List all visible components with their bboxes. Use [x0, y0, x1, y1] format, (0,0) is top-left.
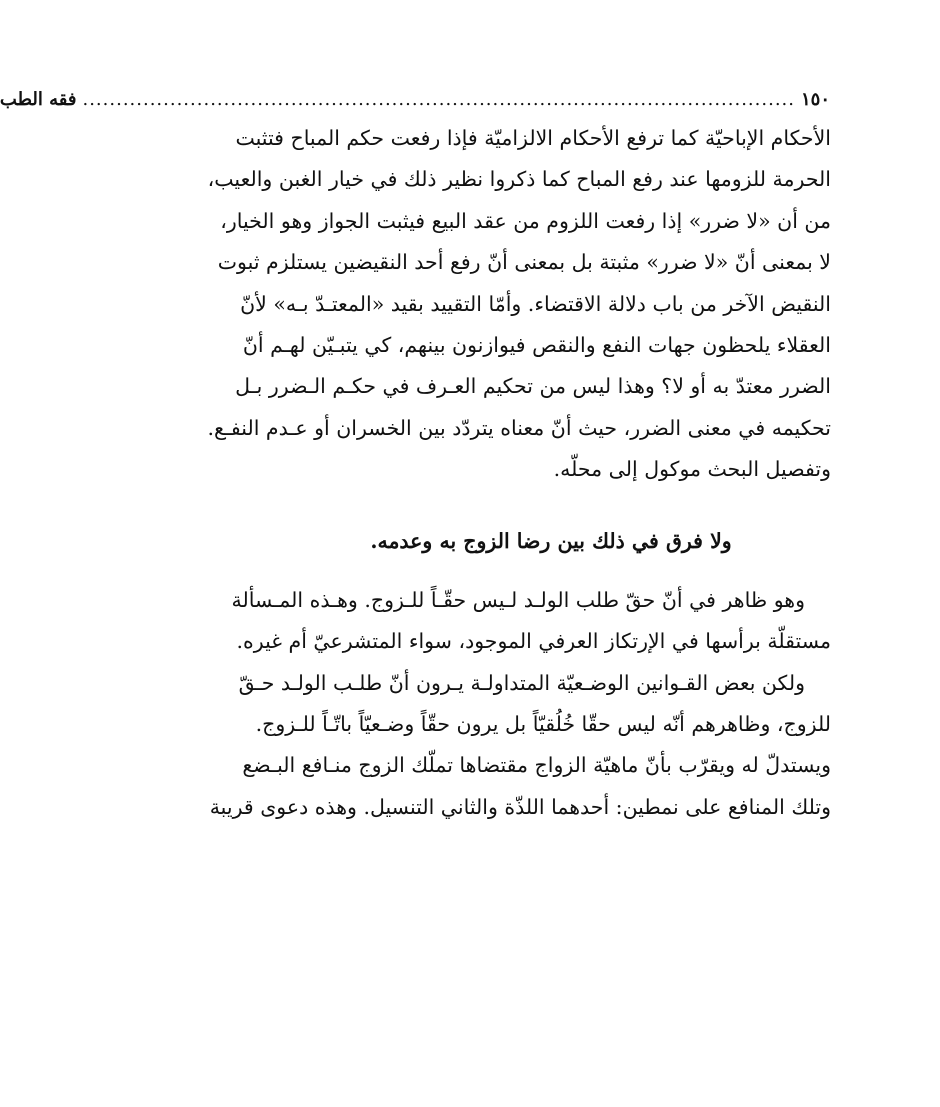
page-body: [207, 118, 831, 828]
spacer: [271, 491, 831, 521]
page-header: [0, 82, 830, 110]
spacer: [271, 562, 831, 580]
text-line: الحرمة للزومها عند رفع المباح كما ذكروا نظير ذلك في خيار الغبن والعيب،: [207, 167, 831, 192]
text-line: العقلاء يلحظون جهات النفع والنقص فيوازنون بينهم، كي يتبـيّن لهـم أنّ: [242, 332, 831, 357]
text-line: ولكن بعض القـوانين الوضـعيّة المتداولـة يـرون أنّ طلـب الولـد حـقّ: [238, 670, 805, 695]
text-line: تحكيمه في معنى الضرر، حيث أنّ معناه يتردّد بين الخسران أو عـدم النفـع.: [207, 415, 831, 440]
text-line: النقيض الآخر من باب دلالة الاقتضاء. وأمّا التقييد بقيد «المعتـدّ بـه» لأنّ: [240, 291, 831, 316]
paragraph-3: [209, 663, 831, 829]
text-line: الضرر معتدّ به أو لا؟ وهذا ليس من تحكيم العـرف في حكـم الـضرر بـل: [235, 374, 831, 399]
text-line: لا بمعنى أنّ «لا ضرر» مثبتة بل بمعنى أنّ رفع أحد النقيضين يستلزم ثبوت: [217, 250, 831, 275]
paragraph-2: [231, 580, 831, 663]
text-line: مستقلّة برأسها في الإرتكاز العرفي الموجود، سواء المتشرعيّ أم غيره.: [236, 629, 831, 654]
page-number: ١٥٠: [800, 89, 830, 110]
header-dot-leader: ..........................................................................................................: [82, 89, 795, 110]
text-line: وتفصيل البحث موكول إلى محلّه.: [553, 457, 831, 482]
text-line: وهو ظاهر في أنّ حقّ طلب الولـد لـيس حقّـاً للـزوج. وهـذه المـسألة: [231, 587, 805, 612]
text-line: الأحكام الإباحيّة كما ترفع الأحكام الالزاميّة فإذا رفعت حكم المباح فتثبت: [235, 126, 831, 150]
text-line: للزوج، وظاهرهم أنّه ليس حقّا خُلُقيّاً بل يرون حقّاً وضـعيّاً باتّـاً للـزوج.: [255, 712, 831, 737]
section-heading: ولا فرق في ذلك بين رضا الزوج به وعدمه.: [370, 528, 732, 553]
paragraph-1: [207, 118, 831, 491]
text-line: وتلك المنافع على نمطين: أحدهما اللذّة والثاني التنسيل. وهذه دعوى قريبة: [209, 794, 831, 819]
text-line: ويستدلّ له ويقرّب بأنّ ماهيّة الزواج مقتضاها تملّك الزوج منـافع البـضع: [242, 753, 831, 778]
text-line: من أن «لا ضرر» إذا رفعت اللزوم من عقد البيع فيثبت الجواز وهو الخيار،: [220, 208, 831, 233]
running-title: فقه الطب: [0, 89, 77, 110]
